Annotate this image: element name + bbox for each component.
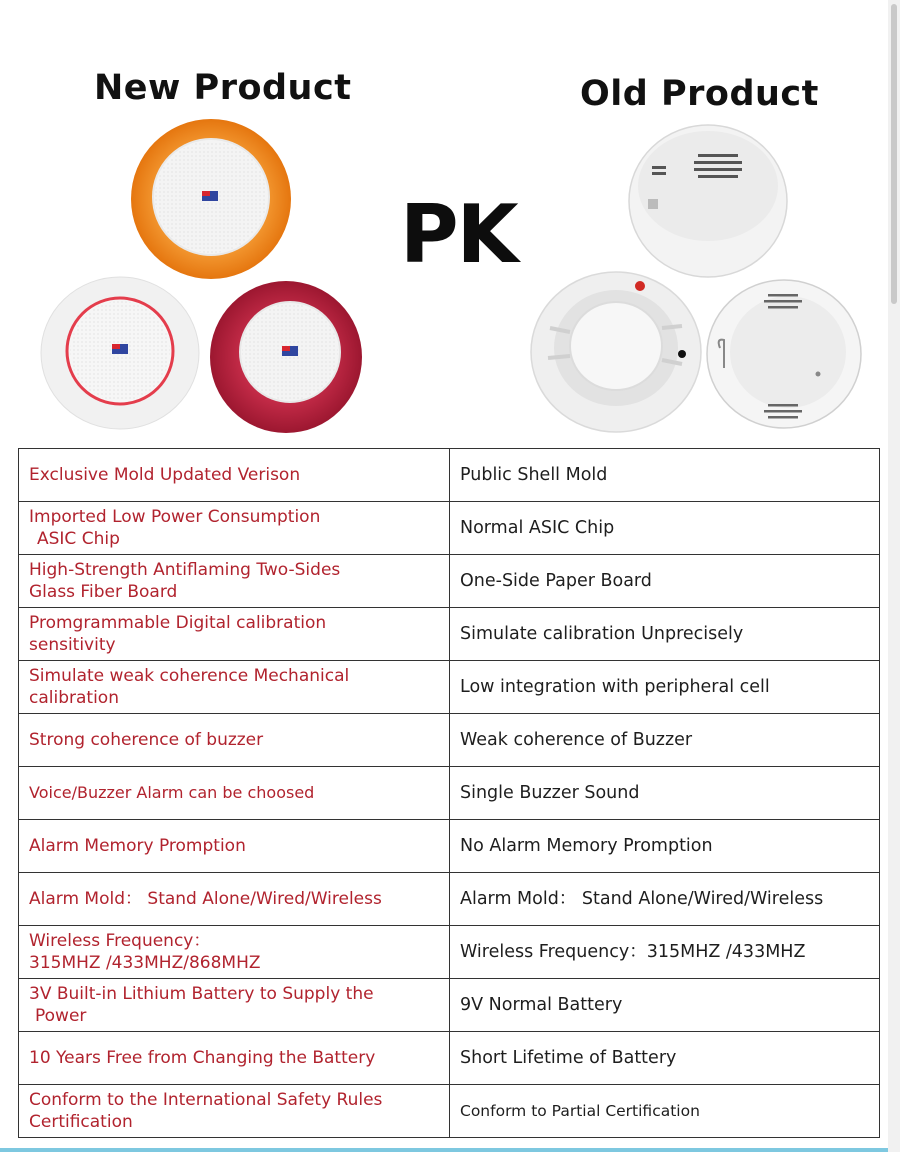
cell-line: One-Side Paper Board (460, 571, 652, 591)
cell-line: Wireless Frequency： (29, 931, 211, 951)
new-product-cell (19, 502, 450, 555)
cell-line: 9V Normal Battery (460, 995, 623, 1015)
table-row (19, 502, 880, 555)
table-row (19, 926, 880, 979)
new-product-cell (19, 820, 450, 873)
scrollbar-thumb[interactable] (891, 4, 897, 304)
old-product-cell (450, 1032, 880, 1085)
old-product-cell (450, 926, 880, 979)
bottom-accent-line (0, 1148, 900, 1152)
cell-line: Normal ASIC Chip (460, 518, 615, 538)
cell-line: Power (35, 1006, 87, 1026)
new-product-cell (19, 714, 450, 767)
table-row (19, 608, 880, 661)
cell-line: Certification (29, 1112, 133, 1132)
table-row (19, 979, 880, 1032)
cell-line: Glass Fiber Board (29, 582, 178, 602)
old-product-cell (450, 608, 880, 661)
cell-line: Simulate calibration Unprecisely (460, 624, 744, 644)
table-row (19, 1032, 880, 1085)
cell-line: ASIC Chip (37, 529, 120, 549)
cell-line: Short Lifetime of Battery (460, 1048, 677, 1068)
old-product-cell (450, 873, 880, 926)
table-row (19, 873, 880, 926)
old-product-cell (450, 979, 880, 1032)
cell-line: Strong coherence of buzzer (29, 730, 264, 750)
cell-line: Weak coherence of Buzzer (460, 730, 693, 750)
new-product-cell (19, 926, 450, 979)
cell-line: Simulate weak coherence Mechanical (29, 666, 350, 686)
cell-line: 10 Years Free from Changing the Battery (29, 1048, 376, 1068)
new-product-cell (19, 608, 450, 661)
old-product-cell (450, 767, 880, 820)
new-product-cell (19, 449, 450, 502)
table-row (19, 1085, 880, 1138)
cell-line: No Alarm Memory Promption (460, 836, 713, 856)
table-row (19, 767, 880, 820)
table-row (19, 449, 880, 502)
cell-line: Wireless Frequency：315MHZ /433MHZ (460, 942, 806, 962)
cell-line: sensitivity (29, 635, 116, 655)
cell-line: Alarm Memory Promption (29, 836, 246, 856)
new-product-cell (19, 979, 450, 1032)
versus-label: PK (400, 188, 517, 281)
white-pink-smoke-detector-image (40, 276, 200, 430)
new-product-cell (19, 873, 450, 926)
old-product-cell (450, 449, 880, 502)
new-product-title: New Product (94, 68, 352, 108)
cell-line: High-Strength Antiflaming Two-Sides (29, 560, 341, 580)
orange-smoke-detector-image (130, 118, 292, 280)
cell-line: Conform to Partial Certification (460, 1102, 700, 1120)
table-row (19, 820, 880, 873)
table-row (19, 661, 880, 714)
old-product-cell (450, 820, 880, 873)
old-product-cell (450, 555, 880, 608)
new-product-cell (19, 1032, 450, 1085)
old-vented-smoke-detector-image (628, 124, 788, 278)
old-product-cell (450, 714, 880, 767)
cell-line: Promgrammable Digital calibration (29, 613, 327, 633)
cell-line: Imported Low Power Consumption (29, 507, 321, 527)
old-product-cell (450, 661, 880, 714)
cell-line: Single Buzzer Sound (460, 783, 640, 803)
table-row (19, 714, 880, 767)
cell-line: Voice/Buzzer Alarm can be choosed (29, 783, 315, 802)
old-round-smoke-detector-image (706, 278, 862, 430)
new-product-cell (19, 555, 450, 608)
old-product-cell (450, 502, 880, 555)
cell-line: Alarm Mold： Stand Alone/Wired/Wireless (29, 889, 382, 909)
cell-line: Public Shell Mold (460, 465, 608, 485)
cell-line: Low integration with peripheral cell (460, 677, 770, 697)
table-row (19, 555, 880, 608)
new-product-cell (19, 767, 450, 820)
cell-line: 3V Built-in Lithium Battery to Supply the (29, 984, 374, 1004)
red-smoke-detector-image (208, 280, 364, 434)
old-ionization-smoke-detector-image (530, 268, 702, 434)
comparison-table-body (19, 449, 880, 1138)
cell-line: Alarm Mold： Stand Alone/Wired/Wireless (460, 889, 824, 909)
comparison-table (18, 448, 880, 1138)
vertical-scrollbar[interactable] (888, 0, 900, 1152)
cell-line: Exclusive Mold Updated Verison (29, 465, 301, 485)
cell-line: Conform to the International Safety Rules (29, 1090, 383, 1110)
old-product-title: Old Product (580, 74, 819, 114)
new-product-cell (19, 661, 450, 714)
new-product-cell (19, 1085, 450, 1138)
cell-line: calibration (29, 688, 119, 708)
old-product-cell (450, 1085, 880, 1138)
cell-line: 315MHZ /433MHZ/868MHZ (29, 953, 261, 973)
